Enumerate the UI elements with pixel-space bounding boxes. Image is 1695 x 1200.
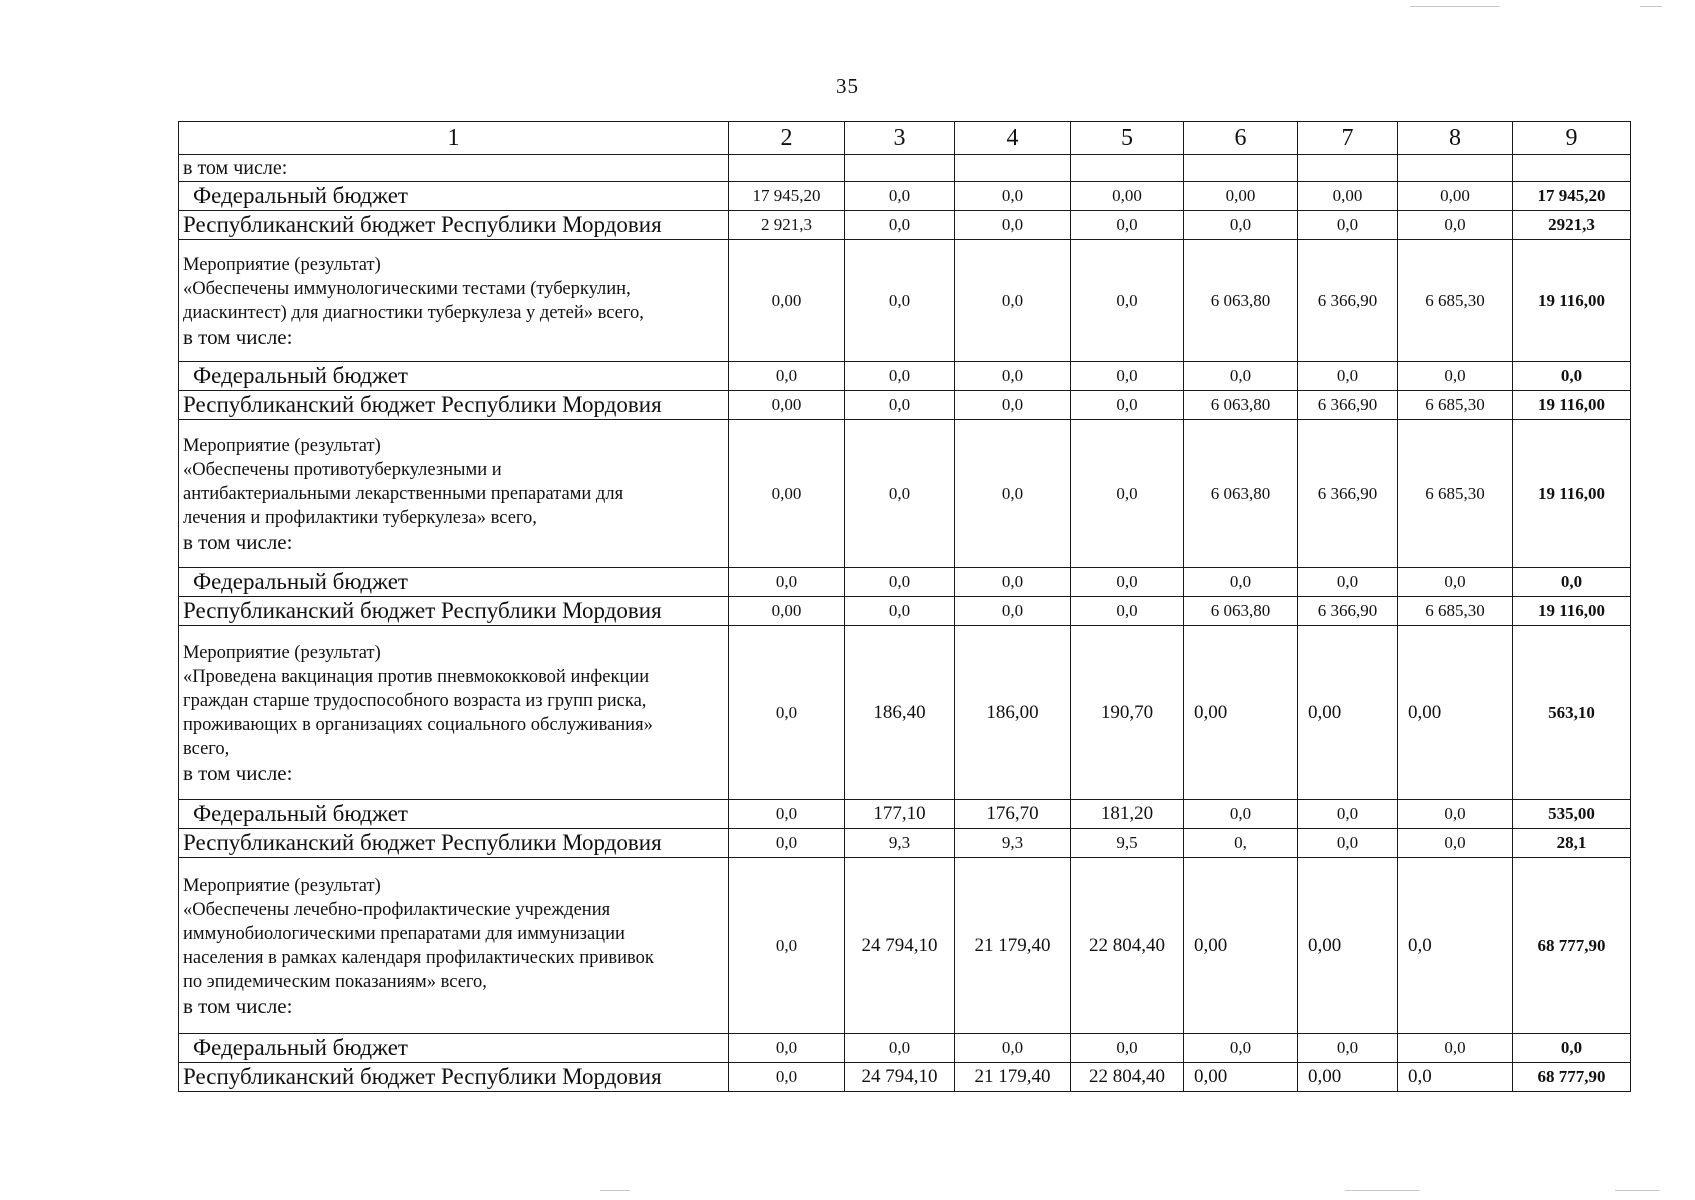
value-cell: 0,0 bbox=[1398, 211, 1513, 240]
table-row bbox=[179, 182, 1631, 211]
event-label-line: Мероприятие (результат) bbox=[183, 435, 381, 456]
event-label-line: населения в рамках календаря профилактических прививок bbox=[183, 947, 654, 968]
table-row bbox=[179, 211, 1631, 240]
value-cell: 24 794,10 bbox=[845, 858, 955, 1034]
value-cell: 6 366,90 bbox=[1298, 240, 1398, 362]
value-cell: 181,20 bbox=[1071, 800, 1184, 829]
value-cell: 0,0 bbox=[729, 800, 845, 829]
total-cell: 68 777,90 bbox=[1513, 1063, 1631, 1092]
value-cell: 0,0 bbox=[1184, 800, 1298, 829]
value-cell: 0,0 bbox=[1298, 568, 1398, 597]
header-row bbox=[179, 122, 1631, 155]
scan-artifact bbox=[1615, 1190, 1660, 1191]
value-cell: 0,0 bbox=[1398, 800, 1513, 829]
value-cell: 24 794,10 bbox=[845, 1063, 955, 1092]
federal-budget-label: Федеральный бюджет bbox=[179, 800, 729, 829]
subtotal-note: в том числе: bbox=[179, 155, 729, 182]
table-row bbox=[179, 1063, 1631, 1092]
total-cell: 535,00 bbox=[1513, 800, 1631, 829]
value-cell: 6 063,80 bbox=[1184, 391, 1298, 420]
total-cell: 0,0 bbox=[1513, 1034, 1631, 1063]
table-row bbox=[179, 858, 1631, 1034]
regional-budget-label: Республиканский бюджет Республики Мордовия bbox=[179, 829, 729, 858]
total-cell: 17 945,20 bbox=[1513, 182, 1631, 211]
value-cell: 0,0 bbox=[729, 1034, 845, 1063]
table-row bbox=[179, 829, 1631, 858]
column-header: 1 bbox=[179, 122, 729, 155]
column-header: 4 bbox=[955, 122, 1071, 155]
table-row bbox=[179, 597, 1631, 626]
value-cell: 0,0 bbox=[1398, 858, 1513, 1034]
value-cell: 0,00 bbox=[729, 391, 845, 420]
table-row bbox=[179, 240, 1631, 362]
value-cell: 0,0 bbox=[1071, 211, 1184, 240]
event-label-line: иммунобиологическими препаратами для иммунизации bbox=[183, 923, 625, 944]
value-cell: 0,0 bbox=[955, 597, 1071, 626]
event-label bbox=[179, 626, 729, 800]
value-cell: 0,0 bbox=[845, 362, 955, 391]
total-cell: 68 777,90 bbox=[1513, 858, 1631, 1034]
table-row bbox=[179, 568, 1631, 597]
value-cell: 0,0 bbox=[1184, 1034, 1298, 1063]
event-label-line: лечения и профилактики туберкулеза» всего, bbox=[183, 507, 537, 528]
value-cell bbox=[845, 155, 955, 182]
regional-budget-label: Республиканский бюджет Республики Мордовия bbox=[179, 1063, 729, 1092]
value-cell: 0,00 bbox=[1298, 858, 1398, 1034]
page-number: 35 bbox=[836, 74, 859, 98]
event-label-line: диаскинтест) для диагностики туберкулеза у детей» всего, bbox=[183, 302, 644, 323]
value-cell: 9,5 bbox=[1071, 829, 1184, 858]
value-cell bbox=[1184, 155, 1298, 182]
total-cell: 28,1 bbox=[1513, 829, 1631, 858]
value-cell: 0,0 bbox=[845, 182, 955, 211]
value-cell: 6 685,30 bbox=[1398, 420, 1513, 568]
table-body bbox=[179, 122, 1631, 1092]
event-label-line: «Обеспечены противотуберкулезными и bbox=[183, 459, 502, 480]
value-cell: 0,0 bbox=[1184, 211, 1298, 240]
total-cell: 19 116,00 bbox=[1513, 420, 1631, 568]
event-label-line: в том числе: bbox=[183, 760, 293, 785]
event-label-line: всего, bbox=[183, 738, 230, 759]
event-label-line: Мероприятие (результат) bbox=[183, 875, 381, 896]
value-cell: 0,00 bbox=[1298, 626, 1398, 800]
value-cell: 0,0 bbox=[729, 568, 845, 597]
value-cell: 0,0 bbox=[955, 211, 1071, 240]
value-cell: 0,0 bbox=[1298, 1034, 1398, 1063]
value-cell: 0,0 bbox=[1298, 362, 1398, 391]
value-cell bbox=[1071, 155, 1184, 182]
value-cell: 6 366,90 bbox=[1298, 597, 1398, 626]
value-cell: 6 366,90 bbox=[1298, 391, 1398, 420]
value-cell: 6 063,80 bbox=[1184, 597, 1298, 626]
event-label-line: в том числе: bbox=[183, 993, 293, 1018]
value-cell: 0,0 bbox=[729, 362, 845, 391]
value-cell: 0,0 bbox=[1184, 568, 1298, 597]
table-row bbox=[179, 391, 1631, 420]
federal-budget-label: Федеральный бюджет bbox=[179, 362, 729, 391]
event-label bbox=[179, 240, 729, 362]
value-cell: 21 179,40 bbox=[955, 1063, 1071, 1092]
regional-budget-label: Республиканский бюджет Республики Мордовия bbox=[179, 211, 729, 240]
event-label-line: Мероприятие (результат) bbox=[183, 642, 381, 663]
event-label-line: Мероприятие (результат) bbox=[183, 254, 381, 275]
column-header: 6 bbox=[1184, 122, 1298, 155]
value-cell: 0,0 bbox=[1398, 1034, 1513, 1063]
total-cell bbox=[1513, 155, 1631, 182]
value-cell: 0,0 bbox=[729, 829, 845, 858]
table-row bbox=[179, 626, 1631, 800]
value-cell: 0,00 bbox=[1398, 626, 1513, 800]
value-cell: 186,00 bbox=[955, 626, 1071, 800]
value-cell: 0,0 bbox=[1071, 597, 1184, 626]
event-label-line: граждан старше трудоспособного возраста из групп риска, bbox=[183, 690, 647, 711]
table-row bbox=[179, 800, 1631, 829]
value-cell: 6 685,30 bbox=[1398, 240, 1513, 362]
event-label-line: в том числе: bbox=[183, 324, 293, 349]
value-cell: 6 366,90 bbox=[1298, 420, 1398, 568]
value-cell: 0,00 bbox=[1298, 1063, 1398, 1092]
value-cell: 0, bbox=[1184, 829, 1298, 858]
value-cell: 190,70 bbox=[1071, 626, 1184, 800]
value-cell: 0,0 bbox=[845, 597, 955, 626]
scan-artifact bbox=[1410, 6, 1500, 7]
value-cell: 0,0 bbox=[729, 626, 845, 800]
value-cell: 0,00 bbox=[1298, 182, 1398, 211]
value-cell: 0,00 bbox=[729, 597, 845, 626]
table-row bbox=[179, 155, 1631, 182]
total-cell: 563,10 bbox=[1513, 626, 1631, 800]
value-cell: 0,0 bbox=[955, 420, 1071, 568]
regional-budget-label: Республиканский бюджет Республики Мордовия bbox=[179, 391, 729, 420]
value-cell: 0,0 bbox=[845, 1034, 955, 1063]
value-cell: 0,0 bbox=[845, 240, 955, 362]
value-cell: 0,0 bbox=[1398, 1063, 1513, 1092]
value-cell: 0,0 bbox=[1298, 829, 1398, 858]
value-cell: 0,0 bbox=[1071, 391, 1184, 420]
total-cell: 19 116,00 bbox=[1513, 240, 1631, 362]
column-header: 8 bbox=[1398, 122, 1513, 155]
value-cell: 22 804,40 bbox=[1071, 858, 1184, 1034]
value-cell: 0,00 bbox=[1184, 626, 1298, 800]
value-cell: 0,0 bbox=[845, 211, 955, 240]
scan-artifact bbox=[1640, 6, 1662, 7]
value-cell: 0,0 bbox=[955, 391, 1071, 420]
table-row bbox=[179, 1034, 1631, 1063]
value-cell: 6 685,30 bbox=[1398, 391, 1513, 420]
value-cell: 186,40 bbox=[845, 626, 955, 800]
value-cell: 0,0 bbox=[955, 182, 1071, 211]
total-cell: 19 116,00 bbox=[1513, 391, 1631, 420]
scan-artifact bbox=[600, 1190, 630, 1191]
value-cell: 176,70 bbox=[955, 800, 1071, 829]
value-cell: 6 063,80 bbox=[1184, 420, 1298, 568]
scan-artifact bbox=[1345, 1190, 1420, 1191]
value-cell: 0,00 bbox=[1071, 182, 1184, 211]
event-label-line: по эпидемическим показаниям» всего, bbox=[183, 971, 487, 992]
value-cell: 9,3 bbox=[845, 829, 955, 858]
total-cell: 19 116,00 bbox=[1513, 597, 1631, 626]
value-cell: 0,0 bbox=[955, 568, 1071, 597]
value-cell: 0,00 bbox=[729, 240, 845, 362]
table-row bbox=[179, 362, 1631, 391]
event-label-line: антибактериальными лекарственными препаратами для bbox=[183, 483, 624, 504]
column-header: 7 bbox=[1298, 122, 1398, 155]
value-cell: 0,00 bbox=[1184, 1063, 1298, 1092]
value-cell: 21 179,40 bbox=[955, 858, 1071, 1034]
value-cell: 0,0 bbox=[1398, 829, 1513, 858]
value-cell: 0,0 bbox=[1071, 568, 1184, 597]
total-cell: 0,0 bbox=[1513, 568, 1631, 597]
value-cell: 0,0 bbox=[955, 240, 1071, 362]
value-cell: 0,00 bbox=[1184, 182, 1298, 211]
event-label bbox=[179, 420, 729, 568]
value-cell: 0,0 bbox=[1071, 240, 1184, 362]
value-cell: 0,0 bbox=[845, 391, 955, 420]
value-cell: 6 063,80 bbox=[1184, 240, 1298, 362]
value-cell: 0,0 bbox=[845, 568, 955, 597]
value-cell bbox=[1298, 155, 1398, 182]
event-label-line: в том числе: bbox=[183, 529, 293, 554]
value-cell: 0,00 bbox=[729, 420, 845, 568]
value-cell: 0,0 bbox=[955, 1034, 1071, 1063]
value-cell: 2 921,3 bbox=[729, 211, 845, 240]
value-cell: 6 685,30 bbox=[1398, 597, 1513, 626]
value-cell bbox=[1398, 155, 1513, 182]
value-cell: 0,0 bbox=[1184, 362, 1298, 391]
total-cell: 0,0 bbox=[1513, 362, 1631, 391]
event-label-line: «Обеспечены иммунологическими тестами (туберкулин, bbox=[183, 278, 631, 299]
value-cell: 0,0 bbox=[1071, 420, 1184, 568]
total-cell: 2921,3 bbox=[1513, 211, 1631, 240]
value-cell: 0,00 bbox=[1398, 182, 1513, 211]
value-cell: 0,0 bbox=[1398, 568, 1513, 597]
value-cell: 177,10 bbox=[845, 800, 955, 829]
column-header: 9 bbox=[1513, 122, 1631, 155]
federal-budget-label: Федеральный бюджет bbox=[179, 568, 729, 597]
value-cell: 0,0 bbox=[729, 1063, 845, 1092]
value-cell: 0,0 bbox=[1398, 362, 1513, 391]
value-cell: 0,0 bbox=[955, 362, 1071, 391]
federal-budget-label: Федеральный бюджет bbox=[179, 1034, 729, 1063]
column-header: 5 bbox=[1071, 122, 1184, 155]
regional-budget-label: Республиканский бюджет Республики Мордовия bbox=[179, 597, 729, 626]
value-cell: 0,0 bbox=[845, 420, 955, 568]
value-cell bbox=[729, 155, 845, 182]
value-cell: 17 945,20 bbox=[729, 182, 845, 211]
value-cell: 22 804,40 bbox=[1071, 1063, 1184, 1092]
event-label-line: «Проведена вакцинация против пневмококковой инфекции bbox=[183, 666, 650, 687]
value-cell: 0,0 bbox=[1071, 362, 1184, 391]
budget-table bbox=[178, 121, 1631, 1092]
value-cell bbox=[955, 155, 1071, 182]
event-label bbox=[179, 858, 729, 1034]
value-cell: 0,0 bbox=[1298, 800, 1398, 829]
federal-budget-label: Федеральный бюджет bbox=[179, 182, 729, 211]
column-header: 2 bbox=[729, 122, 845, 155]
value-cell: 0,0 bbox=[729, 858, 845, 1034]
value-cell: 0,0 bbox=[1298, 211, 1398, 240]
table-row bbox=[179, 420, 1631, 568]
value-cell: 0,0 bbox=[1071, 1034, 1184, 1063]
column-header: 3 bbox=[845, 122, 955, 155]
event-label-line: «Обеспечены лечебно-профилактические учреждения bbox=[183, 899, 611, 920]
event-label-line: проживающих в организациях социального обслуживания» bbox=[183, 714, 653, 735]
value-cell: 0,00 bbox=[1184, 858, 1298, 1034]
value-cell: 9,3 bbox=[955, 829, 1071, 858]
